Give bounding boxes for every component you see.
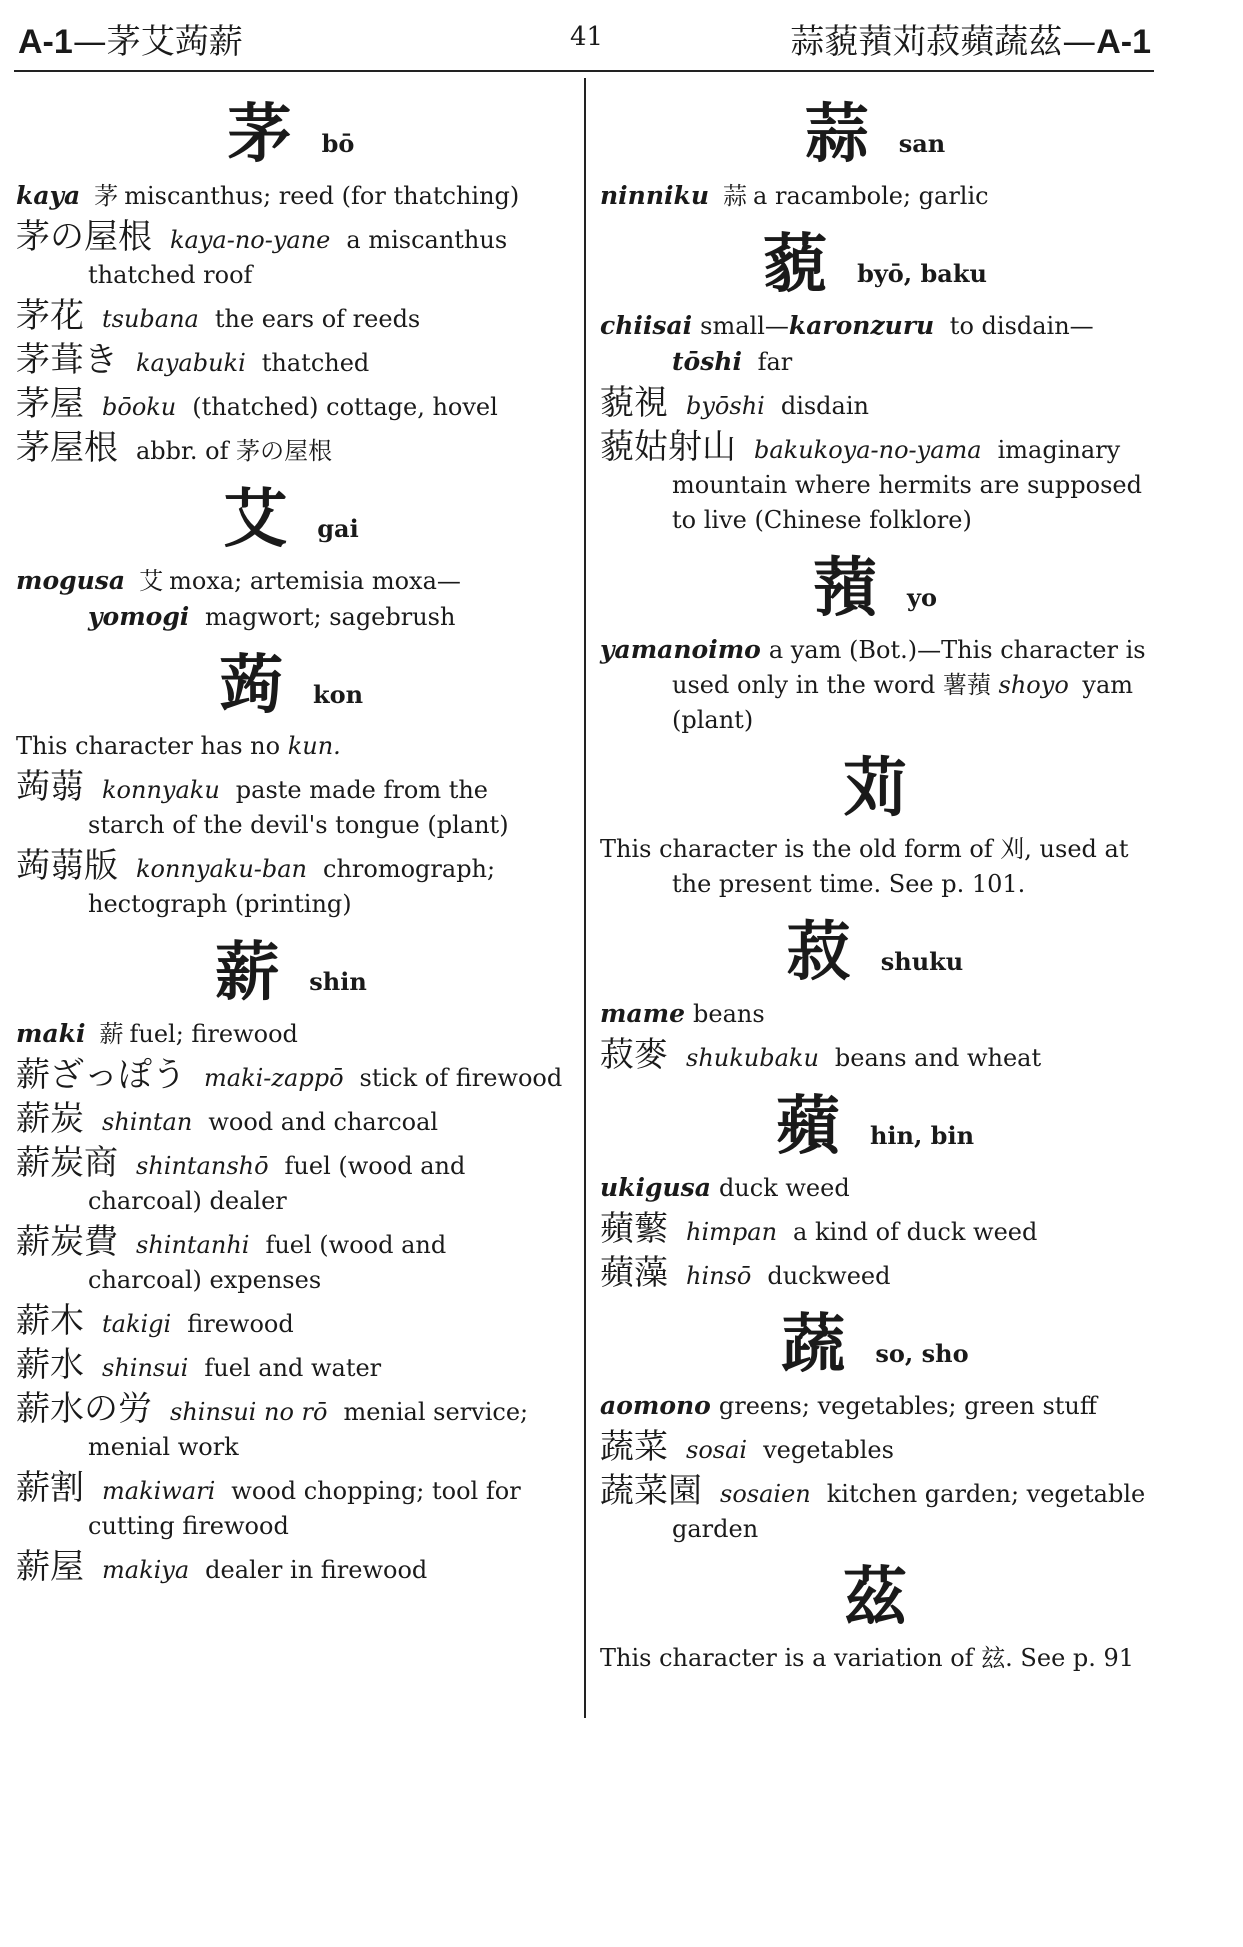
entry-compound: 薪水 bbox=[16, 1345, 84, 1385]
column-divider bbox=[584, 78, 586, 1718]
entry-definition: a kind of duck weed bbox=[793, 1218, 1038, 1246]
entry-definition: dealer in firewood bbox=[205, 1556, 428, 1584]
entry-definition: moxa; artemisia moxa— bbox=[169, 567, 461, 595]
dictionary-entry bbox=[16, 296, 566, 337]
kanji-character: 蕷 bbox=[813, 552, 878, 626]
kanji-heading bbox=[16, 934, 566, 1012]
entry-compound: 蔬菜園 bbox=[600, 1471, 702, 1511]
entry-definition: firewood bbox=[187, 1310, 294, 1338]
entry-definition: (thatched) cottage, hovel bbox=[192, 393, 498, 421]
entry-definition: imaginary mountain where hermits are supposed to live (Chinese folklore) bbox=[672, 436, 1142, 534]
kanji-heading bbox=[16, 647, 566, 725]
entry-definition: vegetables bbox=[763, 1436, 894, 1464]
kanji-reading: kon bbox=[312, 680, 364, 709]
dictionary-entry bbox=[16, 1016, 566, 1052]
entry-romaji: bōoku bbox=[102, 393, 177, 421]
entry-romaji: maki-zappō bbox=[204, 1064, 344, 1092]
kanji-heading bbox=[600, 226, 1150, 304]
entry-kun-reading: yamanoimo bbox=[600, 635, 761, 664]
dictionary-entry bbox=[16, 729, 566, 764]
entry-italic: kun. bbox=[287, 732, 341, 760]
dictionary-entry bbox=[600, 1209, 1150, 1250]
kanji-character: 茲 bbox=[843, 1561, 907, 1635]
kanji-character: 茅 bbox=[227, 98, 292, 172]
kanji-heading bbox=[600, 750, 1150, 828]
entry-small-kanji: 艾 bbox=[139, 567, 164, 595]
entry-small-kanji: 蒜 bbox=[723, 182, 748, 210]
header-left-chars: 茅艾蒟薪 bbox=[106, 22, 243, 62]
entry-romaji: takigi bbox=[102, 1310, 172, 1338]
dictionary-entry bbox=[16, 1055, 566, 1096]
kanji-reading: byō, baku bbox=[857, 259, 987, 288]
entry-romaji: sosai bbox=[686, 1436, 748, 1464]
kanji-character: 蒜 bbox=[804, 98, 869, 172]
entry-compound: 茅花 bbox=[16, 296, 84, 336]
entry-definition: wood and charcoal bbox=[208, 1108, 439, 1136]
entry-definition: beans bbox=[693, 1000, 765, 1028]
entry-romaji: shukubaku bbox=[686, 1044, 819, 1072]
kanji-heading bbox=[600, 1306, 1150, 1384]
header-right-code: A-1 bbox=[1096, 23, 1151, 61]
dictionary-entry bbox=[16, 563, 566, 635]
entry-definition: miscanthus; reed (for thatching) bbox=[124, 182, 520, 210]
entry-compound: 茅の屋根 bbox=[16, 217, 152, 257]
dictionary-entry bbox=[600, 178, 1150, 214]
kanji-heading bbox=[600, 914, 1150, 992]
entry-definition: magwort; sagebrush bbox=[197, 603, 456, 631]
entry-compound: 蒟蒻 bbox=[16, 767, 84, 807]
entry-romaji: makiya bbox=[102, 1556, 190, 1584]
entry-romaji: himpan bbox=[686, 1218, 778, 1246]
dictionary-entry bbox=[600, 1170, 1150, 1206]
entry-kun-reading: karonzuru bbox=[788, 311, 935, 340]
dictionary-entry bbox=[600, 1641, 1150, 1676]
kanji-character: 菽 bbox=[786, 916, 851, 990]
entry-definition: fuel (wood and charcoal) dealer bbox=[88, 1152, 466, 1215]
entry-definition: disdain bbox=[780, 392, 869, 420]
kanji-heading bbox=[600, 1088, 1150, 1166]
entry-compound: 薪屋 bbox=[16, 1547, 84, 1587]
kanji-heading bbox=[16, 481, 566, 559]
dictionary-entry bbox=[16, 846, 566, 922]
entry-definition: fuel; firewood bbox=[129, 1020, 298, 1048]
header-rule bbox=[14, 70, 1154, 72]
entry-definition: the ears of reeds bbox=[214, 305, 421, 333]
entry-definition: abbr. of 茅の屋根 bbox=[136, 437, 333, 465]
entry-compound: 薪水の労 bbox=[16, 1389, 152, 1429]
entry-definition: duck weed bbox=[718, 1174, 850, 1202]
entry-romaji: bakukoya-no-yama bbox=[754, 436, 982, 464]
header-left: A-1—茅艾蒟薪 bbox=[18, 22, 243, 62]
entry-small-kanji: 茅 bbox=[94, 182, 119, 210]
entry-romaji: shintanshō bbox=[136, 1152, 269, 1180]
header-right: 蒜藐蕷苅菽蘋蔬茲—A-1 bbox=[790, 22, 1151, 62]
page-header bbox=[0, 0, 1243, 74]
dictionary-entry bbox=[16, 1547, 566, 1588]
entry-kun-reading: ukigusa bbox=[600, 1173, 711, 1202]
dictionary-entry bbox=[16, 217, 566, 293]
entry-romaji: sosaien bbox=[720, 1480, 811, 1508]
dictionary-entry bbox=[16, 384, 566, 425]
entry-definition: small— bbox=[700, 312, 789, 340]
entry-italic: shoyo bbox=[998, 671, 1069, 699]
dictionary-entry bbox=[16, 178, 566, 214]
dictionary-entry bbox=[600, 1035, 1150, 1076]
dictionary-entry bbox=[16, 767, 566, 843]
entry-kun-reading: mogusa bbox=[16, 566, 126, 595]
entry-kun-reading: kaya bbox=[16, 181, 81, 210]
header-left-code: A-1 bbox=[18, 23, 73, 61]
kanji-reading: so, sho bbox=[875, 1339, 969, 1368]
entry-definition: wood chopping; tool for cutting firewood bbox=[88, 1477, 521, 1540]
page-number: 41 bbox=[570, 22, 604, 52]
entry-compound: 蘋蘩 bbox=[600, 1209, 668, 1249]
dictionary-entry bbox=[600, 1471, 1150, 1547]
entry-romaji: hinsō bbox=[686, 1262, 752, 1290]
dictionary-entry bbox=[16, 1389, 566, 1465]
kanji-reading: shuku bbox=[880, 947, 964, 976]
entry-definition: far bbox=[749, 348, 793, 376]
kanji-reading: yo bbox=[907, 583, 937, 612]
entry-definition: stick of firewood bbox=[359, 1064, 563, 1092]
section-gap bbox=[16, 1594, 566, 1600]
entry-definition: fuel (wood and charcoal) expenses bbox=[88, 1231, 447, 1294]
entry-compound: 茅屋根 bbox=[16, 428, 118, 468]
entry-definition: fuel and water bbox=[204, 1354, 382, 1382]
dictionary-entry bbox=[600, 632, 1150, 738]
dictionary-entry bbox=[16, 428, 566, 469]
entry-compound: 藐視 bbox=[600, 383, 668, 423]
dictionary-entry bbox=[16, 340, 566, 381]
entry-definition: to disdain— bbox=[942, 312, 1094, 340]
entry-compound: 蒟蒻版 bbox=[16, 846, 118, 886]
entry-definition: duckweed bbox=[767, 1262, 891, 1290]
dictionary-entry bbox=[16, 1301, 566, 1342]
section-gap bbox=[600, 1682, 1150, 1688]
dictionary-entry bbox=[16, 1099, 566, 1140]
entry-compound: 茅屋 bbox=[16, 384, 84, 424]
entry-kun-reading: mame bbox=[600, 999, 686, 1028]
entry-definition: kitchen garden; vegetable garden bbox=[672, 1480, 1146, 1543]
dictionary-entry bbox=[600, 1253, 1150, 1294]
entry-kun-reading: maki bbox=[16, 1019, 86, 1048]
entry-kun-reading: tōshi bbox=[672, 347, 742, 376]
entry-romaji: shintan bbox=[102, 1108, 193, 1136]
entry-romaji: byōshi bbox=[686, 392, 765, 420]
kanji-reading: shin bbox=[309, 967, 367, 996]
entry-romaji: makiwari bbox=[102, 1477, 216, 1505]
entry-definition: a racambole; garlic bbox=[753, 182, 989, 210]
entry-definition: a yam (Bot.)—This character is used only in the word 薯蕷 bbox=[672, 636, 1146, 699]
kanji-reading: hin, bin bbox=[869, 1121, 975, 1150]
entry-compound: 茅葺き bbox=[16, 340, 118, 380]
dictionary-entry bbox=[600, 308, 1150, 380]
entry-compound: 薪ざっぽう bbox=[16, 1055, 186, 1095]
dictionary-entry bbox=[600, 996, 1150, 1032]
entry-romaji: kayabuki bbox=[136, 349, 246, 377]
dictionary-entry bbox=[600, 1388, 1150, 1424]
entry-romaji: kaya-no-yane bbox=[170, 226, 331, 254]
entry-definition: a miscanthus thatched roof bbox=[88, 226, 508, 289]
kanji-reading: gai bbox=[317, 514, 359, 543]
kanji-reading: bō bbox=[321, 129, 355, 158]
entry-compound: 薪炭 bbox=[16, 1099, 84, 1139]
dictionary-entry bbox=[600, 383, 1150, 424]
dictionary-entry bbox=[600, 427, 1150, 538]
kanji-heading bbox=[600, 96, 1150, 174]
entry-small-kanji: 薪 bbox=[99, 1020, 124, 1048]
entry-compound: 蘋藻 bbox=[600, 1253, 668, 1293]
kanji-character: 蒟 bbox=[218, 649, 283, 723]
entry-kun-reading: ninniku bbox=[600, 181, 710, 210]
kanji-heading bbox=[16, 96, 566, 174]
dictionary-entry bbox=[16, 1222, 566, 1298]
entry-romaji: konnyaku bbox=[102, 776, 220, 804]
kanji-character: 藐 bbox=[763, 228, 828, 302]
kanji-heading bbox=[600, 550, 1150, 628]
entry-definition: This character is the old form of 刈, used at the present time. See p. 101. bbox=[600, 835, 1129, 898]
entry-compound: 蔬菜 bbox=[600, 1427, 668, 1467]
entry-compound: 薪割 bbox=[16, 1468, 84, 1508]
kanji-character: 苅 bbox=[843, 752, 907, 826]
entry-definition: This character has no bbox=[16, 732, 288, 760]
entry-kun-reading: aomono bbox=[600, 1391, 711, 1420]
entry-romaji: shinsui no rō bbox=[170, 1398, 328, 1426]
dictionary-entry bbox=[16, 1468, 566, 1544]
header-right-chars: 蒜藐蕷苅菽蘋蔬茲 bbox=[790, 22, 1063, 62]
entry-definition: paste made from the starch of the devil's tongue (plant) bbox=[88, 776, 509, 839]
entry-compound: 薪木 bbox=[16, 1301, 84, 1341]
kanji-reading: san bbox=[898, 129, 946, 158]
dictionary-entry bbox=[16, 1143, 566, 1219]
dictionary-entry bbox=[16, 1345, 566, 1386]
entry-definition: thatched bbox=[261, 349, 370, 377]
entry-romaji: tsubana bbox=[102, 305, 199, 333]
kanji-character: 薪 bbox=[215, 936, 280, 1010]
left-column bbox=[16, 96, 566, 1600]
entry-kun-reading: yomogi bbox=[88, 602, 190, 631]
entry-romaji: shintanhi bbox=[136, 1231, 250, 1259]
entry-romaji: shinsui bbox=[102, 1354, 189, 1382]
right-column bbox=[600, 96, 1150, 1688]
entry-definition: chromograph; hectograph (printing) bbox=[88, 855, 496, 918]
dictionary-entry bbox=[600, 832, 1150, 902]
entry-romaji: konnyaku-ban bbox=[136, 855, 308, 883]
entry-kun-reading: chiisai bbox=[600, 311, 693, 340]
entry-definition: menial service; menial work bbox=[88, 1398, 529, 1461]
entry-definition: yam (plant) bbox=[672, 671, 1134, 734]
entry-compound: 藐姑射山 bbox=[600, 427, 736, 467]
kanji-character: 艾 bbox=[223, 483, 288, 557]
kanji-character: 蘋 bbox=[775, 1090, 840, 1164]
dictionary-entry bbox=[600, 1427, 1150, 1468]
kanji-heading bbox=[600, 1559, 1150, 1637]
entry-definition: greens; vegetables; green stuff bbox=[718, 1392, 1097, 1420]
entry-compound: 薪炭費 bbox=[16, 1222, 118, 1262]
kanji-character: 蔬 bbox=[781, 1308, 846, 1382]
entry-definition: This character is a variation of 玆. See p. 91 bbox=[600, 1644, 1135, 1672]
entry-compound: 薪炭商 bbox=[16, 1143, 118, 1183]
entry-compound: 菽麥 bbox=[600, 1035, 668, 1075]
entry-definition: beans and wheat bbox=[834, 1044, 1042, 1072]
